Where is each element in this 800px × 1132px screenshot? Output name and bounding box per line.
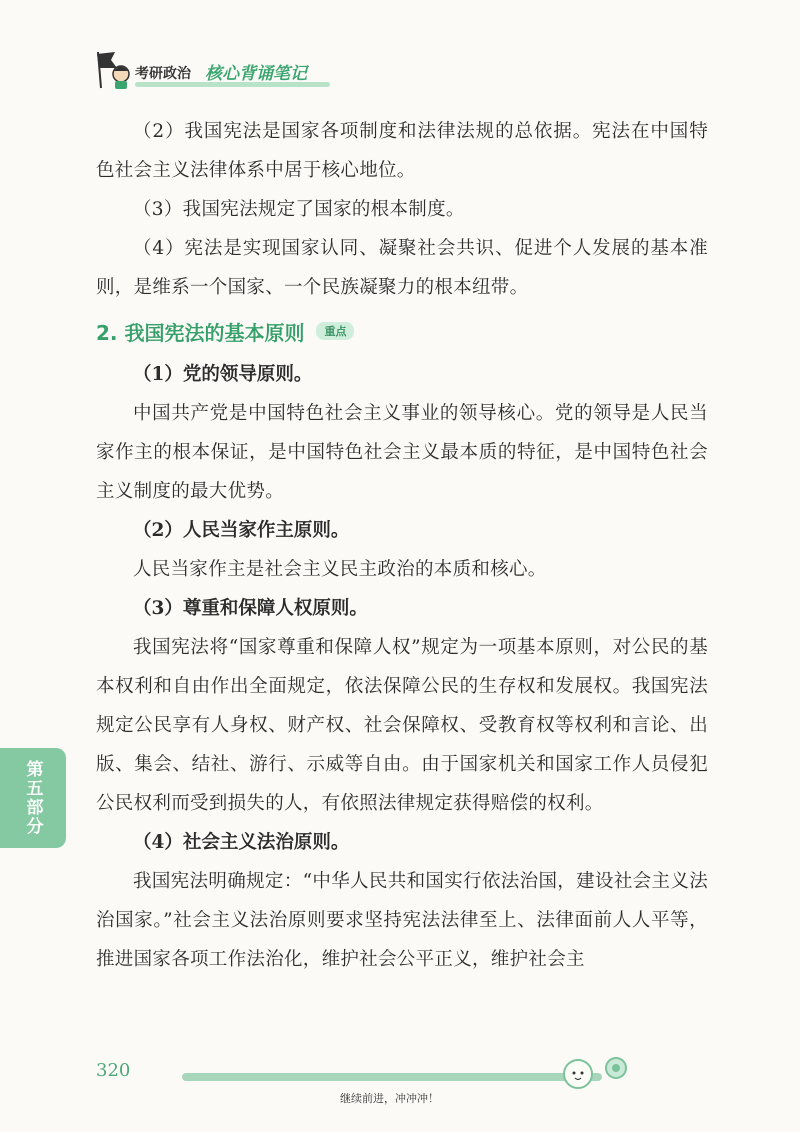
paragraph: （3）我国宪法规定了国家的根本制度。	[133, 199, 465, 220]
section-title: 2. 我国宪法的基本原则	[96, 320, 305, 345]
principle-heading: （2）人民当家作主原则。	[133, 520, 350, 541]
paragraph: （4）宪法是实现国家认同、凝聚社会共识、促进个人发展的基本准则，是维系一个国家、一个民族凝聚力的根本纽带。	[96, 238, 708, 298]
footer-slogan: 继续前进，冲冲冲！	[340, 1092, 439, 1105]
bun-mascot-icon	[560, 1052, 630, 1092]
section-heading	[96, 307, 708, 355]
header-subtitle: 核心背诵笔记	[205, 64, 307, 84]
paragraph: （2）我国宪法是国家各项制度和法律法规的总依据。宪法在中国特色社会主义法律体系中居于核心地位。	[96, 121, 708, 181]
principle-heading: （4）社会主义法治原则。	[133, 832, 350, 853]
principle-heading: （3）尊重和保障人权原则。	[133, 598, 368, 619]
footer-progress-bar	[182, 1073, 602, 1081]
principle-heading: （1）党的领导原则。	[133, 364, 313, 385]
part-side-tab	[0, 748, 66, 848]
key-point-badge: 重点	[316, 322, 354, 340]
page-content	[96, 112, 708, 979]
principle-body: 我国宪法将“国家尊重和保障人权”规定为一项基本原则，对公民的基本权利和自由作出全面规定，依法保障公民的生存权和发展权。我国宪法规定公民享有人身权、财产权、社会保障权、受教育权等权利和言论、出版、集会、结社、游行、示威等自由。由于国家机关和国家工作人员侵犯公民权利而受到损失的人，有依照法律规定获得赔偿的权利。	[96, 637, 708, 814]
mascot-flag-icon	[95, 50, 131, 90]
page-number: 320	[96, 1060, 131, 1081]
principle-body: 人民当家作主是社会主义民主政治的本质和核心。	[133, 559, 547, 580]
principle-body: 中国共产党是中国特色社会主义事业的领导核心。党的领导是人民当家作主的根本保证，是中国特色社会主义最本质的特征，是中国特色社会主义制度的最大优势。	[96, 403, 708, 502]
side-tab-label: 第五部分	[22, 760, 43, 836]
header-title: 考研政治	[135, 66, 191, 82]
page-header	[95, 50, 395, 94]
principle-body: 我国宪法明确规定：“中华人民共和国实行依法治国，建设社会主义法治国家。”社会主义法治原则要求坚持宪法法律至上、法律面前人人平等，推进国家各项工作法治化，维护社会公平正义，维护社会主	[96, 871, 708, 970]
